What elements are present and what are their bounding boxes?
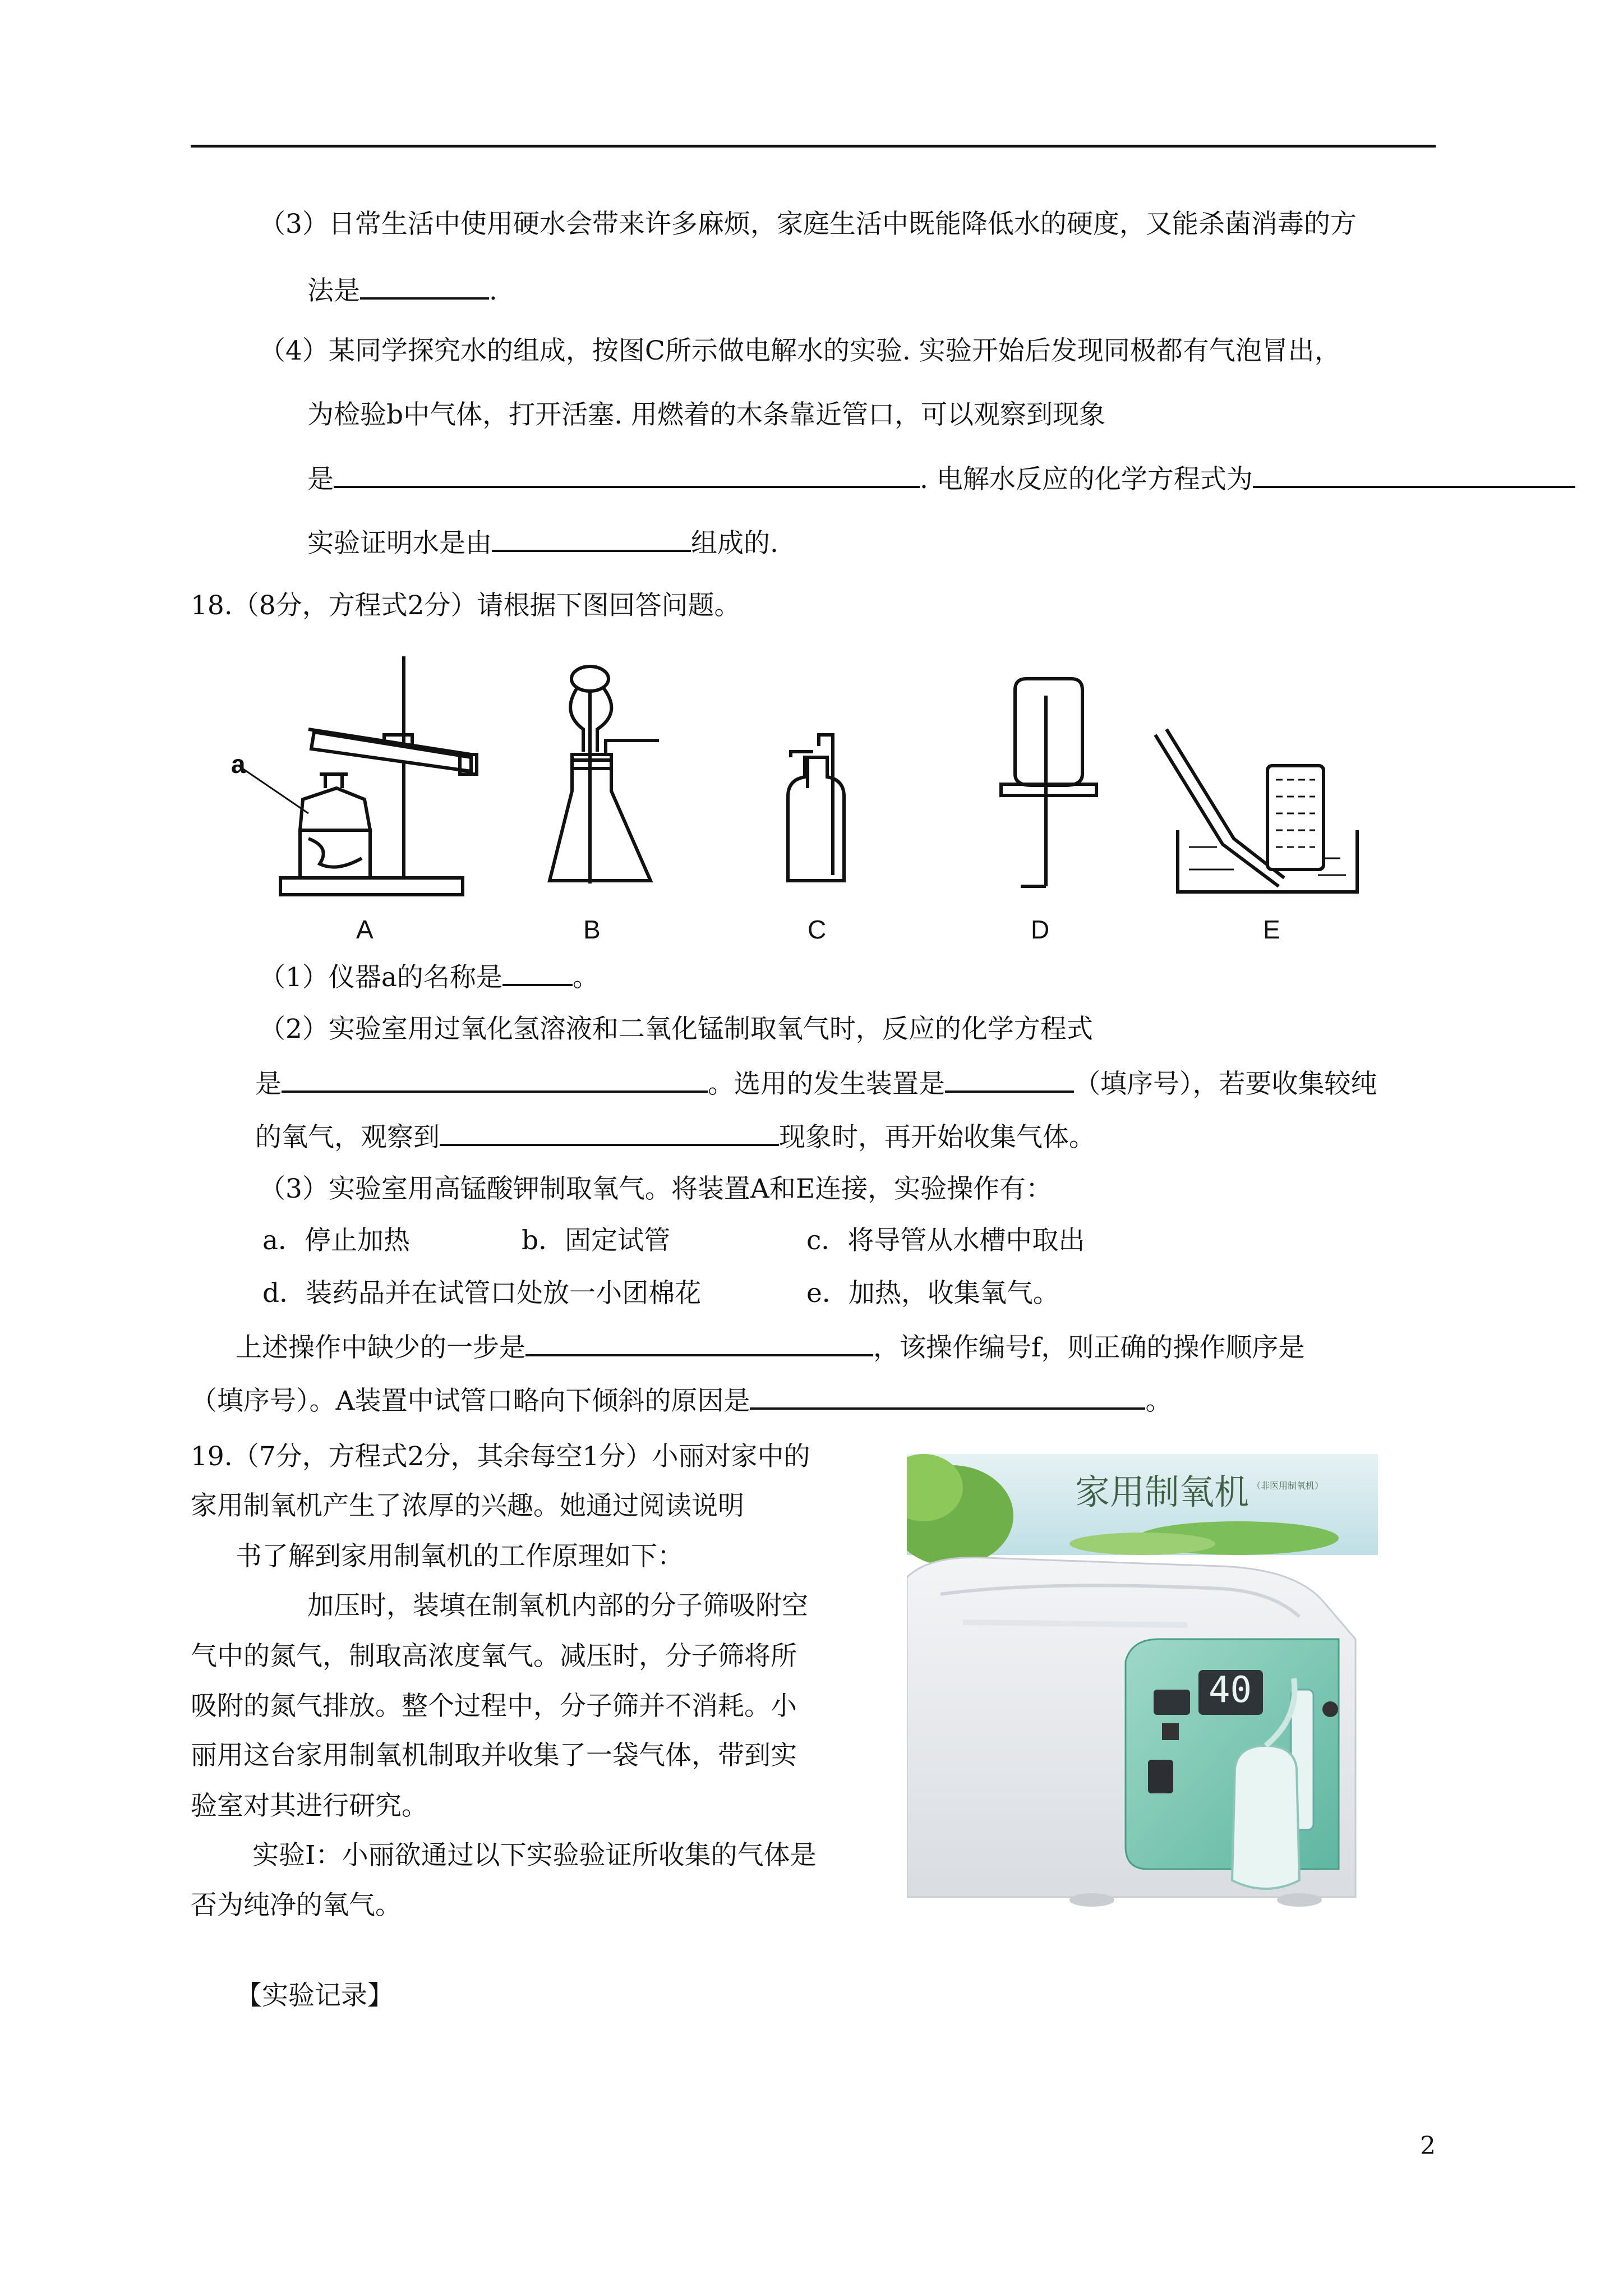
answer-blank[interactable] (282, 1066, 708, 1093)
q17-p4-line1: （4）某同学探究水的组成，按图C所示做电解水的实验. 实验开始后发现同极都有气泡冒出， (259, 335, 1341, 366)
fig-label-c: C (808, 915, 827, 944)
q18-p3-line1: （3）实验室用高锰酸钾制取氧气。将装置A和E连接，实验操作有： (259, 1174, 1053, 1204)
apparatus-e (1155, 729, 1357, 892)
q17-p4-line2: 为检验b中气体，打开活塞. 用燃着的木条靠近管口，可以观察到现象 (307, 399, 1105, 430)
q19-line7: 丽用这台家用制氧机制取并收集了一袋气体，带到实 (191, 1740, 797, 1771)
q18-p2-line1: （2）实验室用过氧化氢溶液和二氧化锰制取氧气时，反应的化学方程式 (259, 1014, 1093, 1045)
q19-record-heading: 【实验记录】 (236, 1980, 394, 2011)
answer-blank[interactable] (360, 273, 489, 300)
q18-header: 18.（8分，方程式2分）请根据下图回答问题。 (191, 590, 741, 621)
q18-op-c: c．将导管从水槽中取出 (806, 1225, 1085, 1256)
answer-blank[interactable] (525, 1329, 873, 1356)
q18-p3-line3: （填序号）。A装置中试管口略向下倾斜的原因是 。 (191, 1383, 1172, 1418)
oxygen-concentrator-photo (907, 1454, 1378, 1918)
fig-label-d: D (1031, 915, 1050, 944)
q18-p2-line3: 的氧气，观察到 现象时，再开始收集气体。 (255, 1119, 1095, 1154)
header-rule (191, 145, 1436, 148)
answer-blank[interactable] (492, 525, 691, 552)
q17-p3-line2: 法是 . (307, 273, 497, 308)
photo-display-readout: 40 (1209, 1669, 1252, 1711)
q17-p4-line4: 实验证明水是由 组成的. (307, 525, 778, 560)
q18-op-d: d．装药品并在试管口处放一小团棉花 (262, 1278, 702, 1309)
q19-line2: 家用制氧机产生了浓厚的兴趣。她通过阅读说明 (191, 1490, 744, 1521)
apparatus-c (788, 735, 844, 881)
answer-blank[interactable] (945, 1066, 1074, 1093)
page-number: 2 (1420, 2132, 1436, 2160)
fig-label-e: E (1263, 915, 1280, 944)
answer-blank[interactable] (440, 1119, 779, 1146)
q19-line6: 吸附的氮气排放。整个过程中，分子筛并不消耗。小 (191, 1691, 797, 1722)
q19-line4: 加压时，装填在制氧机内部的分子筛吸附空 (307, 1590, 808, 1621)
apparatus-figure (224, 645, 1374, 948)
q17-p3-line1: （3）日常生活中使用硬水会带来许多麻烦，家庭生活中既能降低水的硬度，又能杀菌消毒的方 (259, 209, 1357, 240)
q18-p2-line2: 是 。选用的发生装置是 （填序号），若要收集较纯 (255, 1066, 1377, 1101)
label-instrument-a: a (231, 749, 246, 779)
q18-op-a: a．停止加热 (262, 1225, 411, 1256)
apparatus-b (550, 666, 659, 884)
q19-line9: 实验Ⅰ：小丽欲通过以下实验验证所收集的气体是 (252, 1840, 817, 1871)
q19-line10: 否为纯净的氧气。 (191, 1890, 402, 1921)
fig-label-a: A (356, 915, 374, 944)
q19-line3: 书了解到家用制氧机的工作原理如下： (236, 1541, 684, 1572)
apparatus-a (238, 656, 477, 895)
q19-line1: 19.（7分，方程式2分，其余每空1分）小丽对家中的 (191, 1441, 810, 1472)
q19-line8: 验室对其进行研究。 (191, 1791, 428, 1821)
q18-op-b: b．固定试管 (522, 1225, 671, 1256)
fig-label-b: B (583, 915, 601, 944)
q18-op-e: e．加热，收集氧气。 (806, 1278, 1059, 1309)
q19-line5: 气中的氮气，制取高浓度氧气。减压时，分子筛将所 (191, 1641, 797, 1672)
photo-banner-title: 家用制氧机 (1075, 1473, 1249, 1512)
q18-p3-line2: 上述操作中缺少的一步是 ，该操作编号f，则正确的操作顺序是 (236, 1329, 1304, 1365)
answer-blank[interactable] (334, 461, 920, 488)
answer-blank[interactable] (1253, 461, 1575, 488)
q18-p1: （1）仪器a的名称是 。 (259, 959, 599, 995)
answer-blank[interactable] (502, 959, 573, 986)
photo-banner-subtitle: （非医用制氧机） (1252, 1481, 1324, 1491)
apparatus-d (1001, 679, 1096, 886)
answer-blank[interactable] (750, 1383, 1145, 1410)
q17-p4-line3: 是 . 电解水反应的化学方程式为 (307, 461, 1575, 496)
